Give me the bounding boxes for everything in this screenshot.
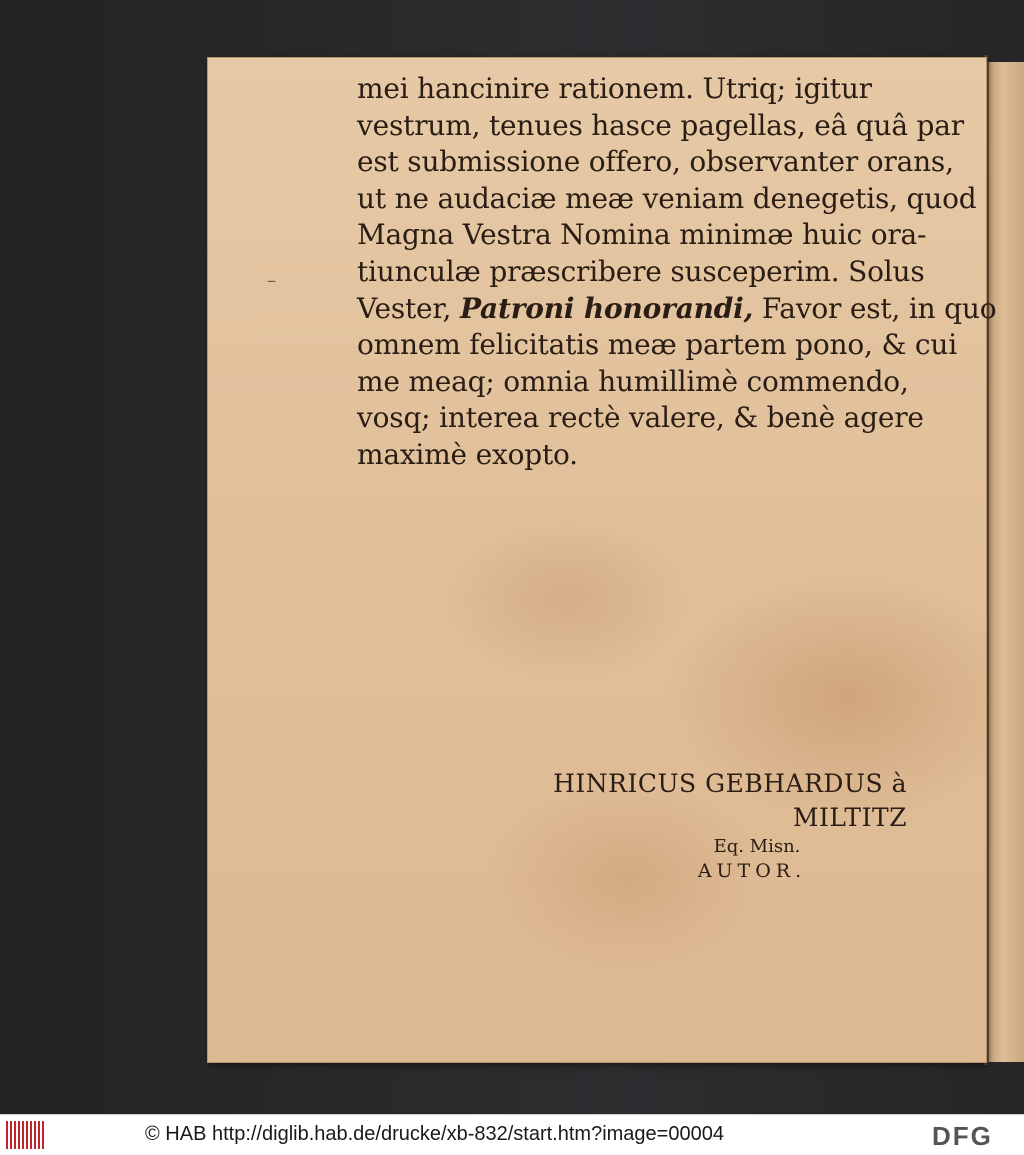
page-body-text [357, 71, 997, 474]
text-line-9: me meaq; omnia humillimè commendo, [357, 364, 909, 398]
text-line-1: mei hancinire rationem. Utriq; igitur [357, 72, 872, 105]
text-line-7-end: Favor est, in quo [761, 291, 997, 325]
book-page [207, 57, 997, 1063]
author-role: AUTOR. [697, 860, 807, 882]
text-line-6: tiunculæ præscribere susceperim. Solus [357, 254, 925, 288]
margin-mark: – [267, 270, 276, 291]
author-rank: Eq. Misn. [713, 836, 801, 857]
text-line-11: maximè exopto. [357, 437, 578, 471]
footer-credit-link[interactable]: © HAB http://diglib.hab.de/drucke/xb-832/start.htm?image=00004 [145, 1123, 724, 1145]
text-line-3: est submissione offero, observanter orans, [357, 145, 954, 179]
text-line-7-start: Vester, [357, 291, 452, 325]
author-name: HINRICUS GEBHARDUS à MILTITZ [553, 769, 907, 832]
footer-bar [0, 1114, 1024, 1155]
text-line-4: ut ne audaciæ meæ veniam denegetis, quod [357, 181, 977, 215]
text-line-5: Magna Vestra Nomina minimæ huic ora- [357, 218, 927, 252]
dfg-logo: DFG [932, 1121, 993, 1151]
text-line-10: vosq; interea rectè valere, & benè agere [357, 401, 924, 435]
text-line-7-italic: Patroni honorandi, [459, 291, 754, 325]
next-page-edge [987, 62, 1024, 1062]
hab-logo-icon [6, 1121, 46, 1149]
signature-block [487, 767, 907, 883]
text-line-8: omnem felicitatis meæ partem pono, & cui [357, 328, 957, 362]
text-line-2: vestrum, tenues hasce pagellas, eâ quâ par [357, 108, 964, 142]
text-line-7 [357, 291, 997, 328]
